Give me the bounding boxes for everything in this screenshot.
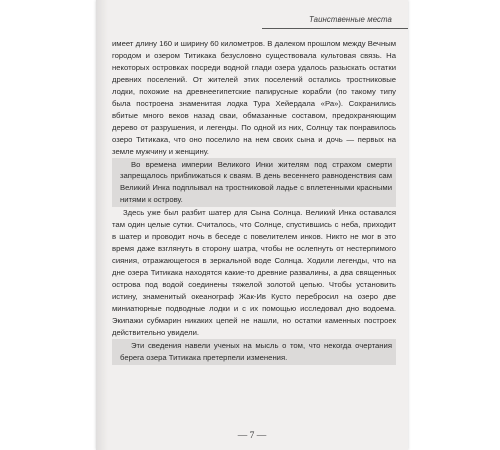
running-header-title: Таинственные места <box>308 15 392 24</box>
highlighted-paragraph: Эти сведения навели ученых на мысль о том, что некогда очертания берега озера Титикака претерпели изменения. <box>112 339 396 365</box>
body-text <box>112 38 396 365</box>
book-page <box>96 0 408 450</box>
highlighted-paragraph: Во времена империи Великого Инки жителям под страхом смерти запрещалось приближаться к сваям. В день весеннего равноденствия сам Великий Инка подплывал на тростниковой ладье с вплетенными красными нитями к острову. <box>112 158 396 208</box>
paragraph: Здесь уже был разбит шатер для Сына Солнца. Великий Инка оставался там один целые сутки. Считалось, что Солнце, спустившись с неба, приходит в шатер и проводит ночь в беседе с повелителем инков. Никто не мог в это время даже взглянуть в сторону шатра, чтобы не ослепнуть от нестерпимого сияния, отражающегося в зеркальной воде Солнца. Ходили легенды, что на дне озера Титикака находятся какие-то древние развалины, а два священных острова под водой соединены тяжелой золотой цепью. Чтобы установить истину, знаменитый океанограф Жак-Ив Кусто перебросил на озеро две миниатюрные подводные лодки и с их помощью исследовал дно водоема. Экипажи субмарин никаких цепей не нашли, но остатки каменных построек действительно увидели. <box>112 208 396 337</box>
page-number: — 7 — <box>237 431 267 441</box>
header-rule <box>262 28 408 29</box>
paragraph: имеет длину 160 и ширину 60 километров. В далеком прошлом между Вечным городом и озером Титикака безусловно существовала культовая связь. На некоторых островках посреди водной глади озера удалось разыскать остатки древних поселений. От жителей этих поселений остались тростниковые лодки, похожие на древнеегипетские папирусные корабли (по такому типу была построена знаменитая лодка Тура Хейердала «Ра»). Сохранились вбитые много веков назад сваи, обмазанные составом, предохраняющим дерево от разрушения, и легенды. По одной из них, Солнцу так понравилось озеро Титикака, что оно поселило на нем своих сына и дочь — первых на земле мужчину и женщину. <box>112 39 396 156</box>
